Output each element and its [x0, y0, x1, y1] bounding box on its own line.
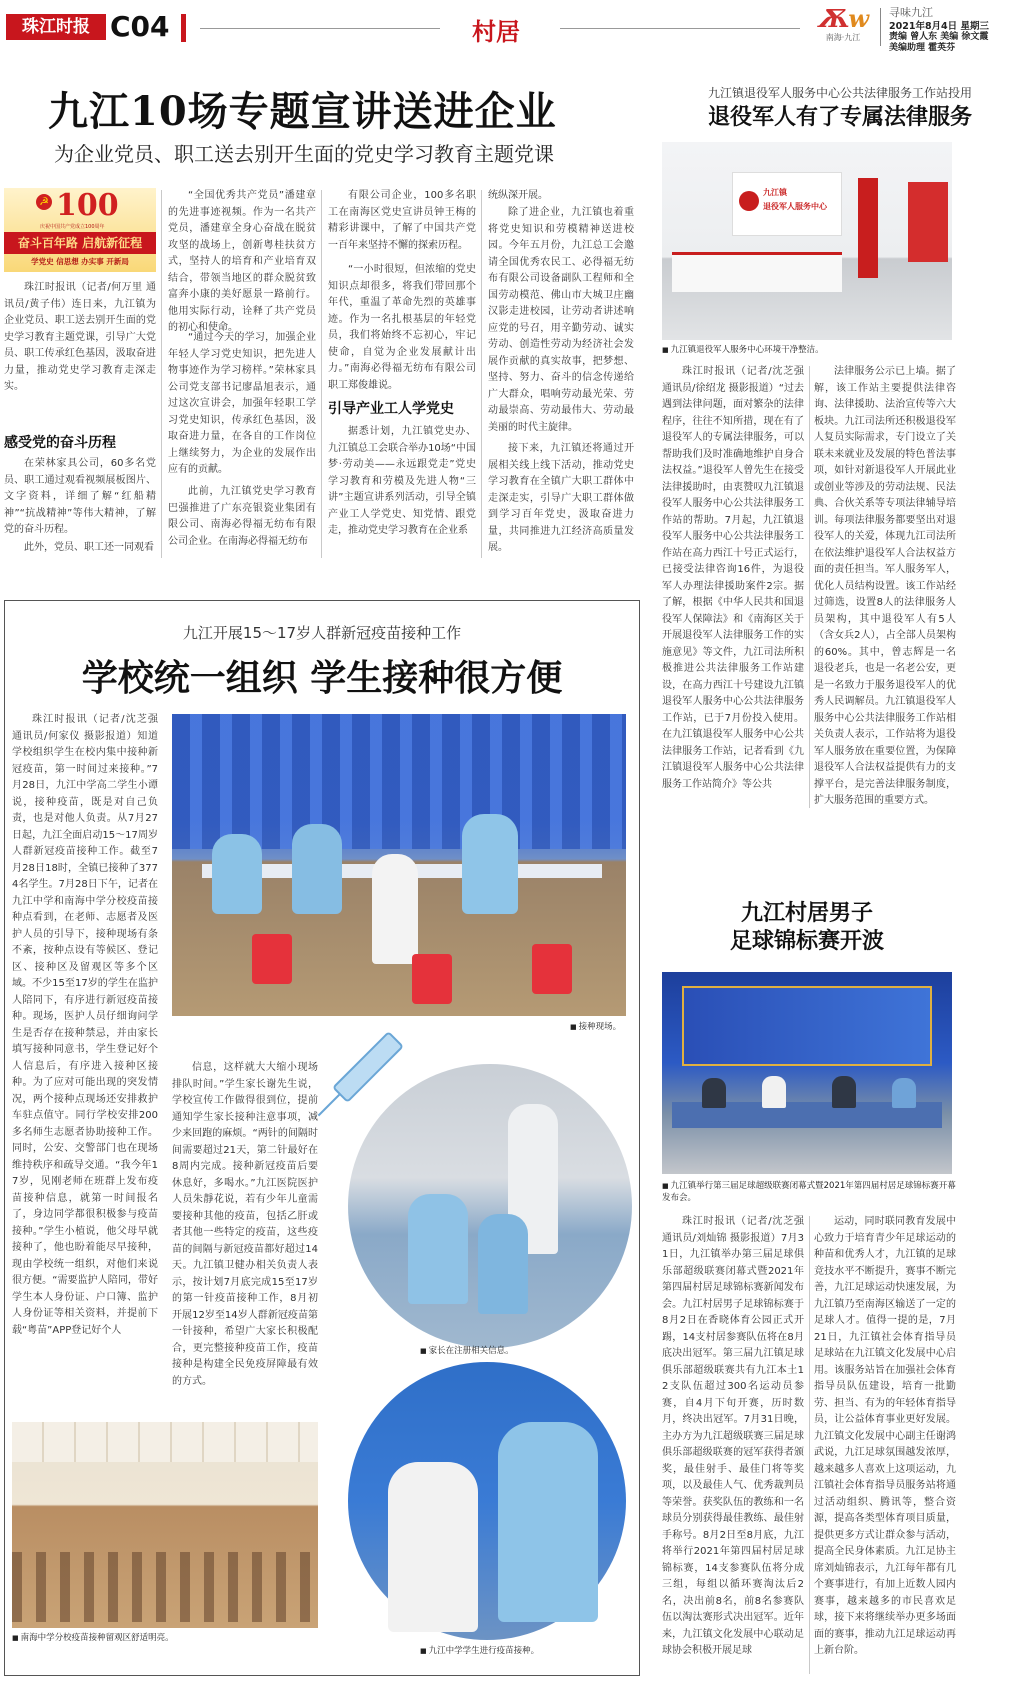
photo-nurse	[498, 1422, 598, 1622]
photo-chair	[412, 954, 452, 1004]
divider	[809, 1216, 810, 1674]
brand-logo	[808, 6, 878, 48]
photo-chairs	[12, 1552, 318, 1622]
photo-nurse	[212, 834, 262, 914]
photo-wall-sign	[732, 172, 842, 236]
banner-number: 100	[56, 188, 119, 223]
editors: 责编 曾人东 美编 徐文霞	[889, 32, 989, 42]
observation-hall-photo	[12, 1422, 318, 1628]
divider	[809, 366, 810, 808]
photo-chair	[252, 934, 292, 984]
photo-emblem-icon	[739, 191, 759, 211]
party-emblem-icon: ☭	[36, 194, 52, 210]
lead-col3-heading: 引导产业工人学党史	[328, 401, 454, 417]
brand-name: 寻味九江	[889, 6, 933, 19]
banner-footer: 学党史 信思想 办实事 开新局	[31, 257, 129, 266]
vaccine-col2-body: 信息，这样就大大缩小现场排队时间。”学生家长谢先生说，学校宣传工作做得很到位，提前通知学生家长接种注意事项，减少来回跑的麻烦。“两针的间隔时间需要超过21天，第二针最好在8周内完成。接种新冠疫苗后要休息好，多喝水。”九江医院医护人员朱靜花说，若有少年儿童需要接种其他的疫苗，包括乙肝或者其他一些特定的疫苗，这些疫苗的间隔与新冠疫苗都好超过14天。九江镇卫健办相关负责人表示，按计划7月底完成15至17岁的第一针疫苗接种工作，8月初开展12岁至14岁人群新冠疫苗第一针接种，希望广大家长积极配合，更完整接种疫苗工作，疫苗接种是构建全民免疫屏障最有效的方式。	[172, 1062, 318, 1387]
vaccine-col1-body: 珠江时报讯（记者/沈芝强 通讯员/何家仪 摄影报道）知道学校组织学生在校内集中接种新冠疫苗，第一时间过来接种。”7月28日，九江中学高二学生小谭说，接种疫苗，既是对自己负责，也是对他人负责。从7月27日起，九江全面启动15～17周岁人群新冠疫苗接种工作。截至7月28日18时，全镇已接种了3774名学生。7月28日下午，记者在九江中学和南海中学分校疫苗接种点看到，在老师、志愿者及医护人员的引导下，接种现场有条不紊，按种点设有等候区、登记区、接种区及留观区等多个区域。不少15至17岁的学生在监护人陪同下，有序进行新冠疫苗接种。现场，医护人员仔细询问学生是否存在接种禁忌，并由家长填写接种同意书，学生登记好个人信息后，有序进入接种区接种。为了应对可能出现的突发情况，两个接种点现场还安排救护车驻点值守。同行学校安排200多名师生志愿者协助接种工作。同时，公安、交警部门也在现场维持秩序和疏导交通。“我今年17岁，见刚老师在班群上发布疫苗接种信息，就第一时间报名了，身边同学都很积极参与疫苗接种。”学生小植说，他父母早就接种了，他也盼着能尽早接种，现由学校统一组织，对他们来说很方便。“需要监护人陪同，带好学生本人身份证、户口簿、监护人身份证等相关资料，并提前下载“粤苗”APP登记好个人	[12, 714, 158, 1336]
syringe-barrel	[332, 1031, 404, 1103]
observation-hall-caption: ■ 南海中学分校疫苗接种留观区舒适明亮。	[12, 1632, 312, 1644]
lead-col2-quote: “通过今天的学习，加强企业年轻人学习党史知识，把先进人物事迹作为学习榜样。”荣林家具公司党支部书记廖晶旭表示，通过这次宣讲会，加强年轻职工学习党史知识，传承红色基因，汲取奋进力量，在各自的工作岗位上继续努力，为企业的发展作出应有的贡献。	[168, 332, 316, 475]
lead-col4-end: 接下来，九江镇还将通过开展相关线上线下活动，推动党史学习教育在全镇广大职工群体中走深走实，引导广大职工群体做到学习百年党史，汲取奋进力量，共同推进九江经济高质量发展。	[488, 443, 634, 553]
football-col1-body: 珠江时报讯（记者/沈芝强 通讯员/刘灿锦 摄影报道）7月31日，九江镇举办第三届足球俱乐部超级联赛闭幕式暨2021年第四届村居足球锦标赛新闻发布会。九江村居男子足球锦标赛于8月2日在香晓体育公园正式开踢，14支村居参赛队伍将在8月底决出冠军。第三届九江镇足球俱乐部超级联赛共有九江本土12支队伍超过300名运动员参赛，自4月下旬开赛，历时数月，终决出冠军。7月31日晚，主办方为九江超级联赛三届足球俱乐部超级联赛的冠军获得者颁奖，最佳射手、最佳门将等奖项，以及最佳人气、优秀裁判员等荣誉。获奖队伍的教练和一名球员分别获得最佳教练、最佳射手称号。8月2日至8月底，九江将举行2021年第四届村居足球锦标赛，14支参赛队伍将分成三组，每组以循环赛淘汰后2名，决出前8名，前8名参赛队伍以淘汰赛形式决出冠军。近年来，九江镇文化发展中心联动足球协会积极开展足球	[662, 1216, 804, 1656]
photo-panel	[908, 182, 948, 262]
vaccination-photo	[172, 714, 626, 1016]
vaccine-title: 学校统一组织 学生接种很方便	[81, 657, 563, 699]
parent-register-caption: ■ 家长在注册相关信息。	[420, 1345, 580, 1357]
photo-counter	[672, 252, 842, 292]
photo-sign-text: 九江镇	[763, 188, 787, 197]
masthead-divider	[880, 8, 881, 46]
brand-sub: 南海·九江	[825, 33, 861, 42]
photo-person	[832, 1076, 856, 1108]
lead-col2-body: “全国优秀共产党员”潘建章的先进事迹视频。作为一名共产党员，潘建章全身心奋战在脱贫攻坚的战场上，创新粤桂扶贫方式，坚持人的培育和产业培育双结合，带领当地区的群众脱贫致富奔小康的美好愿景一路前行。他用实际行动，诠释了共产党员的初心和使命。	[168, 190, 316, 333]
photo-panel	[858, 178, 878, 278]
issue-date: 2021年8月4日 星期三	[889, 21, 989, 32]
lead-col4-start: 统纵深开展。	[488, 190, 548, 201]
lead-col3-end: 据悉计划，九江镇党史办、九江镇总工会联合举办10场“中国梦·劳动美——永远跟党走”党史学习教育和劳模及先进人物“三讲”主题宣讲系列活动，引导全镇产业工人学党史、知党情、跟党走，推动党史学习教育在企业系	[328, 426, 476, 536]
parent-register-photo	[348, 1064, 632, 1348]
lead-col3-quote: “一小时很短，但浓缩的党史知识点却很多，将我们带回那个年代，重温了革命先烈的英雄事迹。作为一名扎根基层的年轻党员，我们将始终不忘初心，牢记使命，自觉为企业发展献计出力。”南海必得福无纺布有限公司职工郑俊雄说。	[328, 264, 476, 391]
student-vaccination-caption: ■ 九江中学学生进行疫苗接种。	[420, 1645, 620, 1657]
football-press-photo	[662, 972, 952, 1174]
photo-person	[478, 1214, 528, 1314]
lead-col2-end: 此前，九江镇党史学习教育巴强推进了广东亮银瓷业集团有限公司、南海必得福无纺布有限公司企业。在南海必得福无纺布	[168, 486, 316, 547]
vaccine-kicker: 九江开展15～17岁人群新冠疫苗接种工作	[182, 624, 462, 642]
lead-col1-body: 在荣林家具公司，60多名党员、职工通过观看视频展板图片、文字资料，详细了解“红船精神”“抗战精神”等伟大精神，了解党的奋斗历程。	[4, 458, 156, 535]
vaccination-caption: ■ 接种现场。	[570, 1021, 640, 1033]
masthead-line-right	[560, 28, 800, 29]
photo-stage-screen	[682, 986, 932, 1066]
masthead-line-left	[200, 28, 440, 29]
page-number: C04	[110, 10, 170, 43]
divider	[321, 190, 322, 558]
service-col2-body: 法律服务公示已上墙。据了解，该工作站主要提供法律咨询、法律援助、法治宣传等六大板块。九江司法所还积极退役军人复员实际需求，专门设立了关联未来就业及发展的特色普法事项，如针对新退役军人开展此业或创业等涉及的劳动法规、民法典、合伙关系等专项法律辅导培训。每项法律服务都要坚出对退役军人的关爱，体现九江司法所在依法维护退役军人合法权益方面的责任担当。军人服务军人，优化人员结构设置。该工作站经过筛选，设置8人的法律服务人员架构，其中退役军人有5人（含女兵2人），占全部人员架构的60%。其中，曾志辉是一名退役老兵，也是一名老公安，更是一名致力于服务退役军人的优秀人民调解员。九江镇退役军人服务中心公共法律服务工作站相关负责人表示，工作站将为退役军人服务放在重要位置，为保障退役军人合法权益提供有力的支撑平台，是完善法律服务制度，扩大服务范围的重要方式。	[814, 366, 956, 806]
banner-caption: 庆祝中国共产党成立100周年	[40, 224, 105, 230]
photo-student	[372, 854, 418, 964]
photo-person	[702, 1078, 726, 1108]
editor-assist: 美编助理 霍英芬	[889, 43, 956, 53]
lead-col3-body: 有限公司企业，100多名职工在南海区党史宣讲员钟王梅的精彩讲课中，了解了中国共产党一百年来坚持不懈的探索历程。	[328, 190, 476, 251]
photo-nurse	[462, 814, 518, 914]
photo-sign-text: 退役军人服务中心	[763, 202, 827, 211]
football-caption: ■ 九江镇举行第三届足球超级联赛闭幕式暨2021年第四届村居足球锦标赛开幕发布会。	[662, 1180, 962, 1206]
brand-logo-art: Ѫw	[816, 4, 870, 33]
service-kicker: 九江镇退役军人服务中心公共法律服务工作站投用	[707, 86, 972, 100]
service-title: 退役军人有了专属法律服务	[707, 105, 972, 130]
photo-student	[388, 1462, 478, 1632]
photo-chair	[532, 944, 572, 994]
lead-col4-body: 除了进企业，九江镇也着重将党史知识和劳模精神送进校园。今年五月份，九江总工会邀请全国优秀农民工、必得福无纺布有限公司设备副队工程师和全国劳动模范、佛山市大城卫庄幽汉影走进校园，让劳动者讲述响应党的号召，用辛勤劳动、诚实劳动、创造性劳动为经济社会发展作贡献的真实故事，把梦想、坚持、努力、奋斗的信念传递给广大群众，唱响劳动最光荣、劳动最崇高、劳动最伟大、劳动最美丽的时代主旋律。	[488, 207, 634, 433]
syringe-needle	[318, 1094, 341, 1117]
photo-person	[762, 1076, 786, 1108]
party-banner	[4, 188, 156, 272]
student-vaccination-photo	[348, 1362, 626, 1640]
service-col1-body: 珠江时报讯（记者/沈芝强 通讯员/徐绍龙 摄影报道）“过去遇到法律问题，面对繁杂的法律程序，往往不知所措，现在有了退役军人的专属法律服务，可以帮助我们及时准确地维护自身合法权益。”退役军人曾先生在接受法律援助时，由衷赞叹九江镇退役军人服务中心公共法律服务工作站的帮助。7月起，九江镇退役军人服务中心公共法律服务工作站在高力西江十号正式运行，已接受法律咨询16件，为退役军人办理法律援助案件2宗。据了解，根据《中华人民共和国退役军人保障法》和《南海区关于开展退役军人法律服务工作的实施意见》等文件，九江司法所积极推进公共法律服务工作站建设，在高力西江十号建设九江镇退役军人服务中心公共法律服务工作站，已于7月份投入使用。在九江镇退役军人服务中心公共法律服务工作站，记者看到《九江镇退役军人服务中心公共法律服务工作站简介》等公共	[662, 366, 804, 790]
banner-slogan: 奋斗百年路 启航新征程	[4, 232, 156, 254]
photo-ceiling	[12, 1422, 318, 1462]
service-center-photo	[662, 142, 952, 340]
photo-nurse	[292, 824, 342, 914]
football-col2-body: 运动，同时联同教育发展中心致力于培育青少年足球运动的种苗和优秀人才，九江镇的足球竞技水平不断提升，赛事不断完善，九江足球运动快速发展，为九江镇乃至南海区输送了一定的足球人才。值得一提的是，7月21日，九江镇社会体育指导员足球站在九江镇文化发展中心启用。该服务站旨在加强社会体育指导员队伍建设，培育一批勤劳、担当、有为的年轻体育指导员，让公益体育事业更好发展。九江镇文化发展中心副主任谢鸿武说，九江足球氛围越发浓厚，越来越多人喜欢上这项运动，九江镇社会体育指导员服务站将通过活动组织、腾讯等，整合资源，提高各类型体育项目质量，提供更多方式让群众参与活动，提高全民身体素质。九江足协主席刘灿锦表示，九江每年都有几个赛事进行，有加上近数人园内赛事，越来越多的市民喜欢足球，接下来将继续举办更多场面面的赛事，推动九江足球运动再上新台阶。	[814, 1216, 956, 1656]
divider	[481, 190, 482, 558]
lead-col1-body-end: 此外，党员、职工还一同观看	[24, 542, 154, 553]
photo-person	[892, 1078, 916, 1108]
paper-logo: 珠江时报	[6, 14, 106, 40]
section-name: 村居	[472, 17, 520, 46]
photo-person	[408, 1194, 468, 1304]
lead-col1-intro: 珠江时报讯（记者/何万里 通讯员/黄子伟）连日来，九江镇为企业党员、职工送去别开生面的党史学习教育主题党课，引导广大党员、职工传承红色基因，汲取奋进力量，推动党史学习教育走深走实。	[4, 282, 156, 392]
lead-title: 九江10场专题宣讲送进企业	[48, 88, 557, 135]
masthead	[0, 0, 1024, 53]
lead-col1-heading: 感受党的奋斗历程	[4, 435, 116, 451]
service-caption: ■ 九江镇退役军人服务中心环境干净整洁。	[662, 344, 952, 356]
masthead-bar	[181, 14, 186, 42]
football-title-line2: 足球锦标赛开波	[729, 929, 884, 954]
football-title-line1: 九江村居男子	[740, 901, 873, 926]
photo-curtain	[172, 714, 626, 849]
lead-subtitle: 为企业党员、职工送去别开生面的党史学习教育主题党课	[54, 142, 554, 166]
divider	[161, 190, 162, 558]
